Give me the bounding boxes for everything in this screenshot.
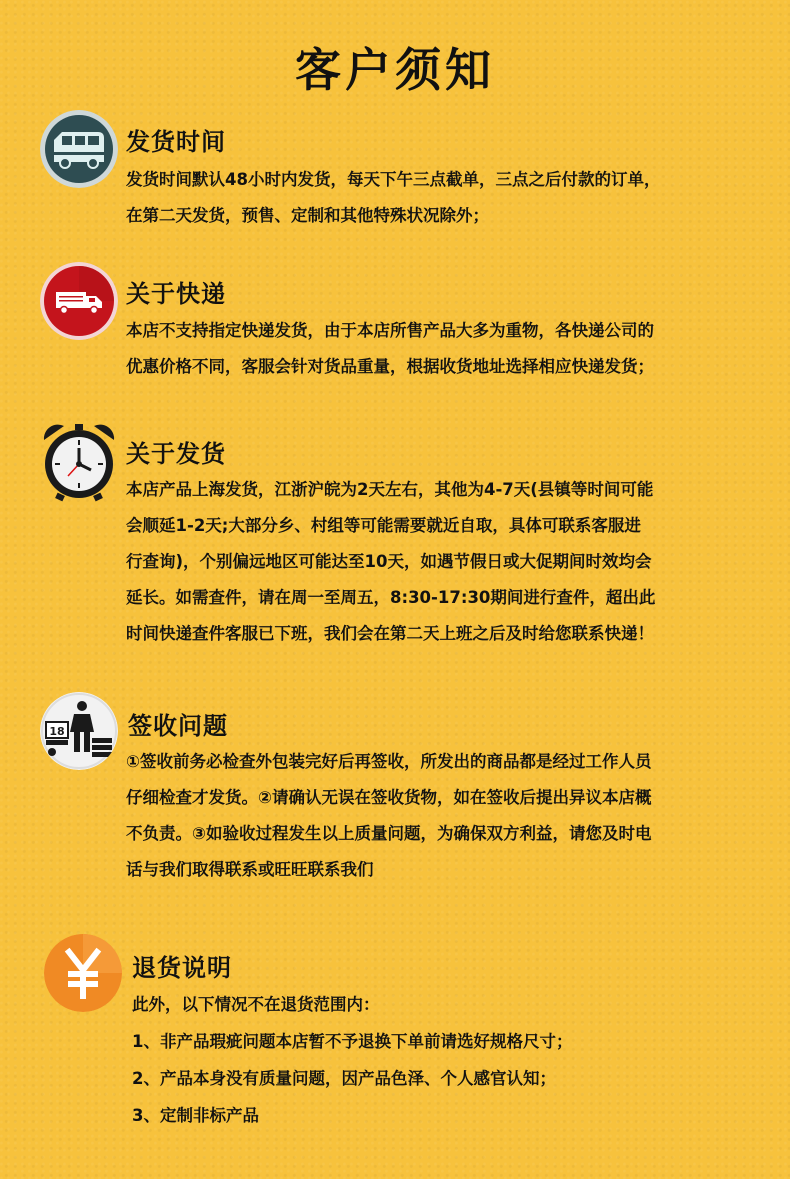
yen-icon <box>44 934 122 1012</box>
body-line: 会顺延1-2天;大部分乡、村组等可能需要就近自取，具体可联系客服进 <box>126 516 641 535</box>
section-body <box>126 313 726 385</box>
section-body <box>126 162 726 234</box>
section-body <box>126 744 726 888</box>
body-line: 2、产品本身没有质量问题，因产品色泽、个人感官认知； <box>132 1069 556 1088</box>
section-title: 发货时间 <box>126 128 226 156</box>
body-line: 本店不支持指定快递发货，由于本店所售产品大多为重物，各快递公司的 <box>126 321 654 340</box>
body-line: 此外，以下情况不在退货范围内： <box>132 995 380 1014</box>
bus-icon <box>40 110 118 188</box>
section-body <box>126 472 726 652</box>
body-line: 时间快递查件客服已下班，我们会在第二天上班之后及时给您联系快递！ <box>126 624 654 643</box>
body-line: 不负责。③如验收过程发生以上质量问题，为确保双方利益，请您及时电 <box>126 824 652 843</box>
delivery-worker-icon <box>40 692 118 770</box>
body-line: 3、定制非标产品 <box>132 1106 259 1125</box>
body-line: 本店产品上海发货，江浙沪皖为2天左右，其他为4-7天(县镇等时间可能 <box>126 480 654 499</box>
body-line: 1、非产品瑕疵问题本店暂不予退换下单前请选好规格尺寸； <box>132 1032 573 1051</box>
body-line: 在第二天发货，预售、定制和其他特殊状况除外； <box>126 206 489 225</box>
section-title: 关于快递 <box>126 280 226 308</box>
body-line: 话与我们取得联系或旺旺联系我们 <box>126 860 374 879</box>
alarm-clock-icon <box>38 420 120 502</box>
body-line: ①签收前务必检查外包装完好后再签收，所发出的商品都是经过工作人员 <box>126 752 652 771</box>
section-title: 退货说明 <box>132 954 232 982</box>
section-title: 签收问题 <box>128 712 228 740</box>
body-line: 优惠价格不同，客服会针对货品重量，根据收货地址选择相应快递发货； <box>126 357 654 376</box>
body-line: 行查询)，个别偏远地区可能达至10天，如遇节假日或大促期间时效均会 <box>126 552 652 571</box>
section-body <box>132 986 732 1134</box>
delivery-truck-icon <box>40 262 118 340</box>
body-line: 仔细检查才发货。②请确认无误在签收货物，如在签收后提出异议本店概 <box>126 788 652 807</box>
body-line: 延长。如需查件，请在周一至周五，8:30-17:30期间进行查件，超出此 <box>126 588 656 607</box>
icon-label: 18 <box>49 725 65 738</box>
page-title: 客户须知 <box>295 43 495 97</box>
section-title: 关于发货 <box>126 440 226 468</box>
body-line: 发货时间默认48小时内发货，每天下午三点截单，三点之后付款的订单， <box>126 170 661 189</box>
